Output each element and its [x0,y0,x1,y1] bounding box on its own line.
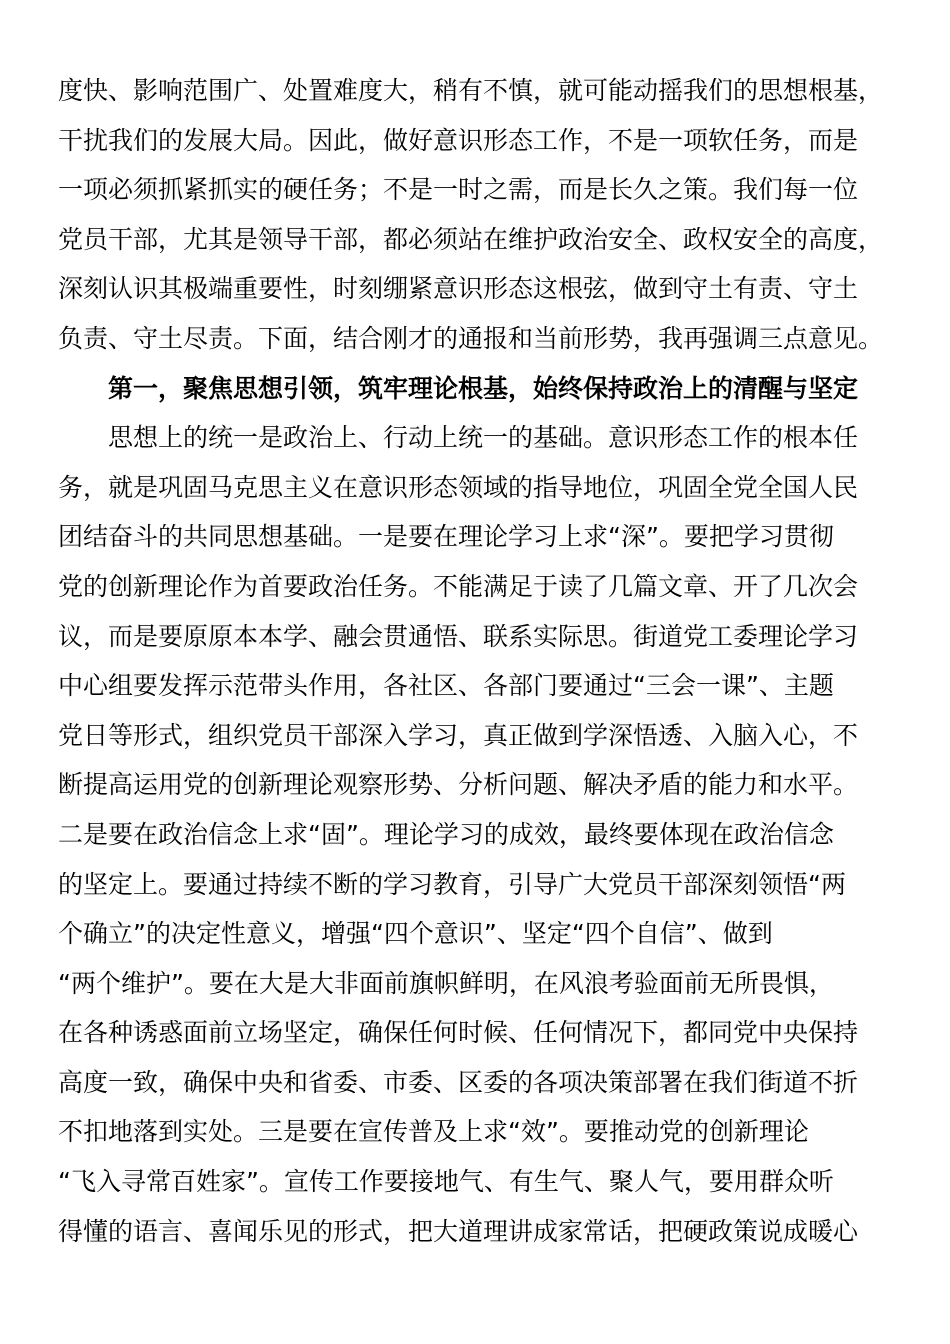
paragraph-line: 度快、影响范围广、处置难度大，稍有不慎，就可能动摇我们的思想根基， [58,76,884,105]
document-body [58,66,898,1256]
paragraph-line: 二是要在政治信念上求“固”。理论学习的成效，最终要体现在政治信念 [58,819,834,849]
paragraph-line: 高度一致，确保中央和省委、市委、区委的各项决策部署在我们街道不折 [58,1067,859,1097]
paragraph-line: 团结奋斗的共同思想基础。一是要在理论学习上求“深”。要把学习贯彻 [58,522,834,552]
section-heading-line: 第一，聚焦思想引领，筑牢理论根基，始终保持政治上的清醒与坚定 [108,373,859,403]
paragraph-line: 党的创新理论作为首要政治任务。不能满足于读了几篇文章、开了几次会 [58,571,859,601]
paragraph-line: 负责、守土尽责。下面，结合刚才的通报和当前形势，我再强调三点意见。 [58,323,884,353]
paragraph-line: 在各种诱惑面前立场坚定，确保任何时候、任何情况下，都同党中央保持 [58,1018,859,1048]
paragraph-line: “两个维护”。要在大是大非面前旗帜鲜明，在风浪考验面前无所畏惧， [58,968,834,998]
paragraph-line: 个确立”的决定性意义，增强“四个意识”、坚定“四个自信”、做到 [58,919,773,949]
paragraph-line: 深刻认识其极端重要性，时刻绷紧意识形态这根弦，做到守土有责、守土 [58,274,859,304]
paragraph-line: 得懂的语言、喜闻乐见的形式，把大道理讲成家常话，把硬政策说成暖心 [58,1216,859,1246]
paragraph-line: 中心组要发挥示范带头作用，各社区、各部门要通过“三会一课”、主题 [58,671,834,701]
paragraph-line: 一项必须抓紧抓实的硬任务；不是一时之需，而是长久之策。我们每一位 [58,175,859,205]
paragraph-line: 党日等形式，组织党员干部深入学习，真正做到学深悟透、入脑入心，不 [58,720,859,750]
paragraph-line: 思想上的统一是政治上、行动上统一的基础。意识形态工作的根本任 [108,423,859,453]
paragraph-line: 干扰我们的发展大局。因此，做好意识形态工作，不是一项软任务，而是 [58,125,859,155]
paragraph-line: “飞入寻常百姓家”。宣传工作要接地气、有生气、聚人气，要用群众听 [58,1167,834,1197]
paragraph-line: 的坚定上。要通过持续不断的学习教育，引导广大党员干部深刻领悟“两 [58,869,846,899]
paragraph-line: 断提高运用党的创新理论观察形势、分析问题、解决矛盾的能力和水平。 [58,770,859,800]
paragraph-line: 议，而是要原原本本学、融会贯通悟、联系实际思。街道党工委理论学习 [58,621,859,651]
paragraph-line: 党员干部，尤其是领导干部，都必须站在维护政治安全、政权安全的高度， [58,224,884,254]
paragraph-line: 务，就是巩固马克思主义在意识形态领域的指导地位，巩固全党全国人民 [58,472,859,502]
paragraph-line: 不扣地落到实处。三是要在宣传普及上求“效”。要推动党的创新理论 [58,1117,809,1147]
